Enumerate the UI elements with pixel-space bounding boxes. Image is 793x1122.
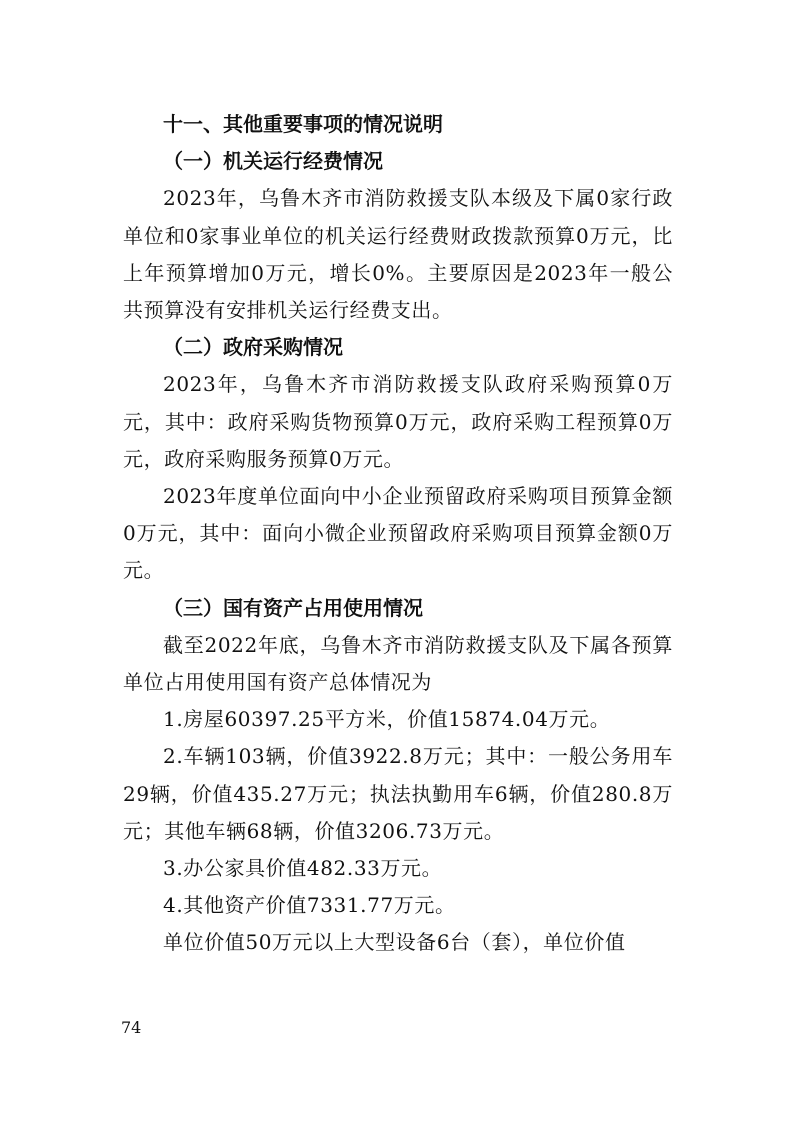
asset-item-buildings: 1.房屋60397.25平方米，价值15874.04万元。: [163, 707, 611, 732]
page-number: 74: [121, 1018, 142, 1037]
page-content: [123, 106, 673, 962]
subsection-3-title: （三）国有资产占用使用情况: [163, 595, 423, 620]
asset-item-other: 4.其他资产价值7331.77万元。: [163, 893, 456, 918]
subsection-2-paragraph-1: 2023年，乌鲁木齐市消防救援支队政府采购预算0万元，其中：政府采购货物预算0万元，政府采购工程预算0万元，政府采购服务预算0万元。: [123, 372, 673, 471]
asset-item-vehicles: 2.车辆103辆，价值3922.8万元；其中：一般公务用车29辆，价值435.27万元；执法执勤用车6辆，价值280.8万元；其他车辆68辆，价值3206.73万元。: [123, 744, 673, 843]
subsection-1-title: （一）机关运行经费情况: [163, 149, 383, 174]
section-title: 十一、其他重要事项的情况说明: [163, 112, 443, 136]
subsection-2-title: （二）政府采购情况: [163, 335, 343, 360]
subsection-3-intro: 截至2022年底，乌鲁木齐市消防救援支队及下属各预算单位占用使用国有资产总体情况为: [123, 632, 673, 695]
subsection-3-closing: 单位价值50万元以上大型设备6台（套），单位价值: [163, 930, 626, 955]
subsection-2-paragraph-2: 2023年度单位面向中小企业预留政府采购项目预算金额0万元，其中：面向小微企业预留政府采购项目预算金额0万元。: [123, 484, 673, 583]
subsection-1-paragraph: 2023年，乌鲁木齐市消防救援支队本级及下属0家行政单位和0家事业单位的机关运行经费财政拨款预算0万元，比上年预算增加0万元，增长0%。主要原因是2023年一般公共预算没有安排机关运行经费支出。: [123, 186, 673, 323]
asset-item-furniture: 3.办公家具价值482.33万元。: [163, 856, 443, 881]
